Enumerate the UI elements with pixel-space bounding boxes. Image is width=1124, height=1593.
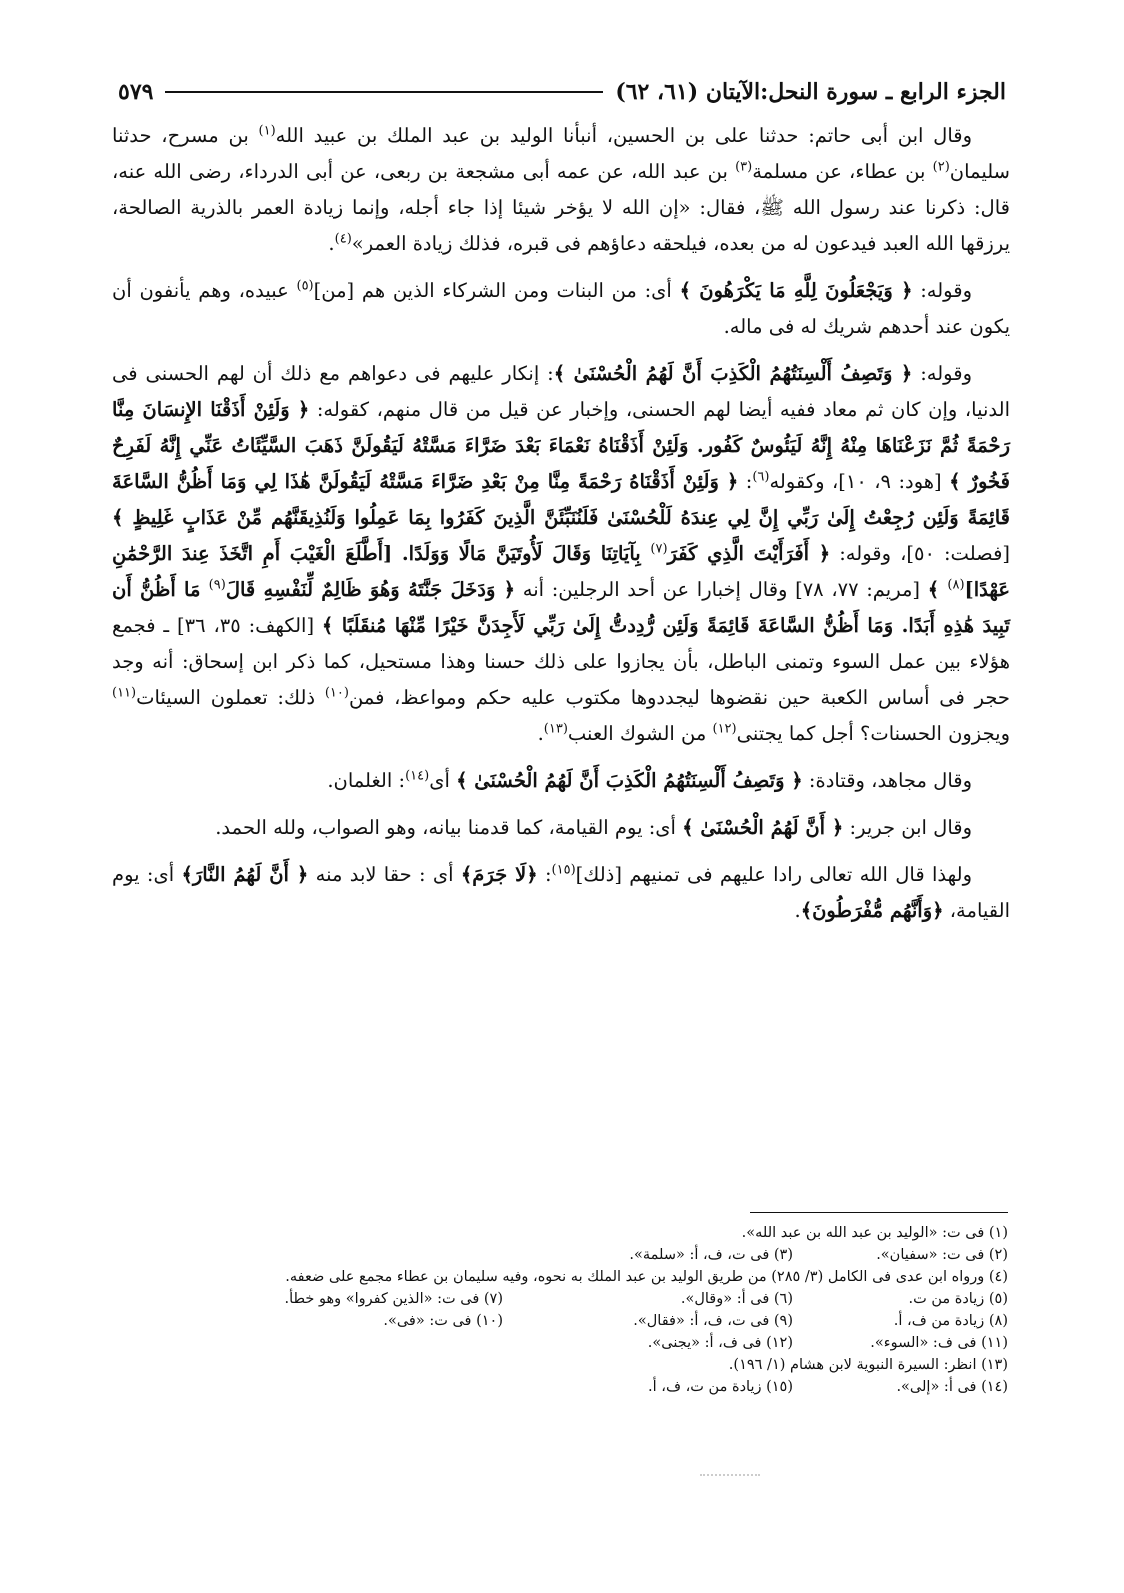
quran-verse: ﴿ وَيَجْعَلُونَ لِلَّهِ مَا يَكْرَهُونَ ﴾	[679, 279, 913, 302]
footnote-row	[180, 1288, 1008, 1310]
paragraph-4	[112, 763, 1010, 799]
paragraph-5	[112, 810, 1010, 846]
text: :	[537, 863, 552, 886]
footnote-row	[180, 1376, 1008, 1398]
text: وقال مجاهد، وقتادة:	[802, 769, 972, 792]
quran-verse: مَا أَظُنُّ أَن تَبِيدَ هَٰذِهِ أَبَدًا. وَمَا أَظُنُّ السَّاعَةَ قَائِمَةً وَلَئِن رُّدِدتُّ إِلَىٰ رَبِّي لَأَجِدَنَّ خَيْرًا مِّنْهَا مُنقَلَبًا ﴾	[112, 578, 1010, 637]
footnote-row	[180, 1266, 1008, 1288]
footnote: (٥) زيادة من ت.	[908, 1291, 1008, 1307]
text: بن عطاء، عن مسلمة	[752, 160, 933, 183]
footnote: (١١) فى ف: «السوء».	[870, 1335, 1008, 1351]
text: [فصلت: ٥٠]، وقوله:	[830, 542, 1010, 565]
quran-verse: ﴿ أَفَرَأَيْتَ الَّذِي كَفَرَ	[667, 542, 831, 565]
text: .	[537, 722, 544, 745]
text: من الشوك العنب	[567, 722, 713, 745]
quran-verse: ﴿ وَدَخَلَ جَنَّتَهُ وَهُوَ ظَالِمٌ لِّنَفْسِهِ قَالَ	[225, 578, 516, 601]
footnote: (١٠) فى ت: «فى».	[383, 1313, 503, 1329]
quran-verse: ﴿ أَنَّ لَهُمُ الْحُسْنَىٰ ﴾	[682, 816, 844, 839]
paragraph-1	[112, 118, 1010, 262]
footnote-ref: (٢)	[932, 159, 950, 175]
running-header	[118, 74, 1006, 110]
footnote-ref: (١٣)	[543, 721, 568, 737]
text: .	[794, 899, 801, 922]
text: عبيده، وهم يأنفون أن يكون عند أحدهم شريك له فى ماله.	[112, 279, 1010, 338]
text: : الغلمان.	[327, 769, 406, 792]
footnote-ref: (١١)	[112, 685, 137, 701]
text: :	[738, 470, 753, 493]
footnote-ref: (١٥)	[551, 862, 576, 878]
text: [مريم: ٧٧، ٧٨] وقال إخبارا عن أحد الرجلين: أنه	[515, 578, 928, 601]
footnote-ref: (٦)	[752, 469, 770, 485]
footnote-row	[180, 1244, 1008, 1266]
footnote: (٤) ورواه ابن عدى فى الكامل (٣/ ٢٨٥) من طريق الوليد بن عبد الملك به نحوه، وفيه سليمان بن عطاء مجمع على ضعفه.	[285, 1269, 1008, 1285]
text: وقوله:	[912, 279, 972, 302]
footnote-row	[180, 1310, 1008, 1332]
footnote-row	[180, 1332, 1008, 1354]
footnote: (٢) فى ت: «سفيان».	[876, 1247, 1008, 1263]
quran-verse: ﴿لَا جَرَمَ﴾	[460, 863, 538, 886]
footnote-row	[180, 1354, 1008, 1376]
quran-verse: ﴿ وَتَصِفُ أَلْسِنَتُهُمُ الْكَذِبَ أَنَّ لَهُمُ الْحُسْنَىٰ ﴾	[456, 769, 803, 792]
text: [هود: ٩، ١٠]، وكقوله	[769, 470, 950, 493]
quran-verse: بِآيَاتِنَا وَقَالَ لَأُوتَيَنَّ مَالًا وَوَلَدًا. [أَطَّلَعَ الْغَيْبَ أَمِ اتَّخَذَ عِندَ الرَّحْمَٰنِ عَهْدًا]	[112, 542, 1011, 601]
footnote-ref: (١٠)	[324, 685, 349, 701]
text: .	[328, 232, 335, 255]
text: وقال ابن أبى حاتم: حدثنا على بن الحسين، أنبأنا الوليد بن عبد الملك بن عبيد الله	[275, 124, 973, 147]
footnote: (١٥) زيادة من ت، ف، أ.	[648, 1379, 793, 1395]
header-rule	[165, 91, 603, 93]
quran-verse: ﴿ وَلَئِنْ أَذَقْنَاهُ رَحْمَةً مِنَّا مِنْ بَعْدِ ضَرَّاءَ مَسَّتْهُ لَيَقُولَنَّ هَٰذَا لِي وَمَا أَظُنُّ السَّاعَةَ قَائِمَةً وَلَئِن رُجِعْتُ إِلَىٰ رَبِّي إِنَّ لِي عِندَهُ لَلْحُسْنَىٰ فَلَنُنَبِّئَنَّ الَّذِينَ كَفَرُوا بِمَا عَمِلُوا وَلَنُذِيقَنَّهُم مِّنْ عَذَابٍ غَلِيظٍ ﴾	[112, 470, 1010, 529]
text: وقوله:	[912, 362, 972, 385]
quran-verse: ﴿ وَلَئِنْ أَذَقْنَا الإِنسَانَ مِنَّا رَحْمَةً ثُمَّ نَزَعْنَاهَا مِنْهُ إِنَّهُ لَيَئُوسٌ كَفُور. وَلَئِنْ أَذَقْنَاهُ نَعْمَاءَ بَعْدَ ضَرَّاءَ مَسَّتْهُ لَيَقُولَنَّ ذَهَبَ السَّيِّئَاتُ عَنِّي إِنَّهُ لَفَرِحٌ فَخُورٌ ﴾	[112, 398, 1010, 493]
footnote-ref: (٨)	[947, 577, 965, 593]
footnote-ref: (٤)	[334, 231, 352, 247]
quran-verse: ﴿ وَتَصِفُ أَلْسِنَتُهُمُ الْكَذِبَ أَنَّ لَهُمُ الْحُسْنَىٰ ﴾	[553, 362, 913, 385]
text: أى	[429, 769, 457, 792]
footnote: (٦) فى أ: «وقال».	[680, 1291, 793, 1307]
footnote-ref: (١٢)	[712, 721, 737, 737]
text: أى : حقا لابد منه	[308, 863, 461, 886]
quran-verse: ﴿ أَنَّ لَهُمُ النَّارَ﴾	[181, 863, 309, 886]
paragraph-3	[112, 356, 1010, 752]
footnote: (١٢) فى ف، أ: «يجنى».	[647, 1335, 793, 1351]
footnote-ref: (٥)	[296, 278, 314, 294]
footnote: (٨) زيادة من ف، أ.	[893, 1313, 1008, 1329]
footnote: (٧) فى ت: «الذين كفروا» وهو خطأ.	[284, 1291, 503, 1307]
text: أى: يوم القيامة،	[112, 863, 1010, 922]
text: [الكهف: ٣٥، ٣٦] ـ فجمع هؤلاء بين عمل السوء وتمنى الباطل، بأن يجازوا على ذلك حسنا وهذا مستحيل، كما ذكر ابن إسحاق: أنه وجد حجر فى أساس الكعبة حين نقضوها ليجددوها مكتوب عليه حكم ومواعظ، فمن	[112, 614, 1010, 709]
footnotes	[180, 1222, 1008, 1398]
footnote: (١) فى ت: «الوليد بن عبد الله بن عبد الله».	[741, 1225, 1008, 1241]
main-text	[112, 118, 1010, 940]
text: بن مسرح، حدثنا سليمان	[112, 124, 1010, 183]
footnote-row	[180, 1222, 1008, 1244]
text: : إنكار عليهم فى دعواهم مع ذلك أن لهم الحسنى فى الدنيا، وإن كان ثم معاد ففيه أيضا لهم الحسنى، وإخبار عن قيل من قال منهم، كقوله:	[112, 362, 1011, 421]
footnote-ref: (٣)	[735, 159, 753, 175]
paragraph-6	[112, 857, 1010, 929]
text: ويجزون الحسنات؟ أجل كما يجتنى	[736, 722, 1010, 745]
scan-artifact	[700, 1474, 760, 1476]
quran-verse: ﴾	[927, 578, 948, 601]
footnote-ref: (٩)	[208, 577, 226, 593]
footnote-separator	[750, 1212, 1008, 1213]
header-title: الجزء الرابع ـ سورة النحل:الآيتان (٦١، ٦٢)	[615, 79, 1006, 105]
footnote: (١٤) فى أ: «إلى».	[896, 1379, 1008, 1395]
text: بن عبد الله، عن عمه أبى مشجعة بن ربعى، عن أبى الدرداء، رضى الله عنه، قال: ذكرنا عند رسول الله ﷺ، فقال: «إن الله لا يؤخر شيئا إذا جاء أجله، وإنما زيادة العمر بالذرية الصالحة، يرزقها الله العبد فيدعون له من بعده، فيلحقه دعاؤهم فى قبره، فذلك زيادة العمر»	[112, 160, 1010, 255]
text: ذلك: تعملون السيئات	[136, 686, 325, 709]
text: ولهذا قال الله تعالى رادا عليهم فى تمنيهم [ذلك]	[575, 863, 973, 886]
text: أى: من البنات ومن الشركاء الذين هم [من]	[313, 279, 680, 302]
footnote: (١٣) انظر: السيرة النبوية لابن هشام (١/ ١٩٦).	[728, 1357, 1008, 1373]
paragraph-2	[112, 273, 1010, 345]
page-number: ٥٧٩	[118, 79, 154, 105]
footnote-ref: (١٤)	[405, 768, 430, 784]
footnote: (٩) فى ت، ف، أ: «فقال».	[633, 1313, 793, 1329]
footnote: (٣) فى ت، ف، أ: «سلمة».	[629, 1247, 793, 1263]
quran-verse: ﴿وَأَنَّهُم مُّفْرَطُونَ﴾	[800, 899, 944, 922]
footnote-ref: (١)	[258, 123, 276, 139]
footnote-ref: (٧)	[650, 541, 668, 557]
text: أى: يوم القيامة، كما قدمنا بيانه، وهو الصواب، ولله الحمد.	[215, 816, 683, 839]
text: وقال ابن جرير:	[843, 816, 972, 839]
